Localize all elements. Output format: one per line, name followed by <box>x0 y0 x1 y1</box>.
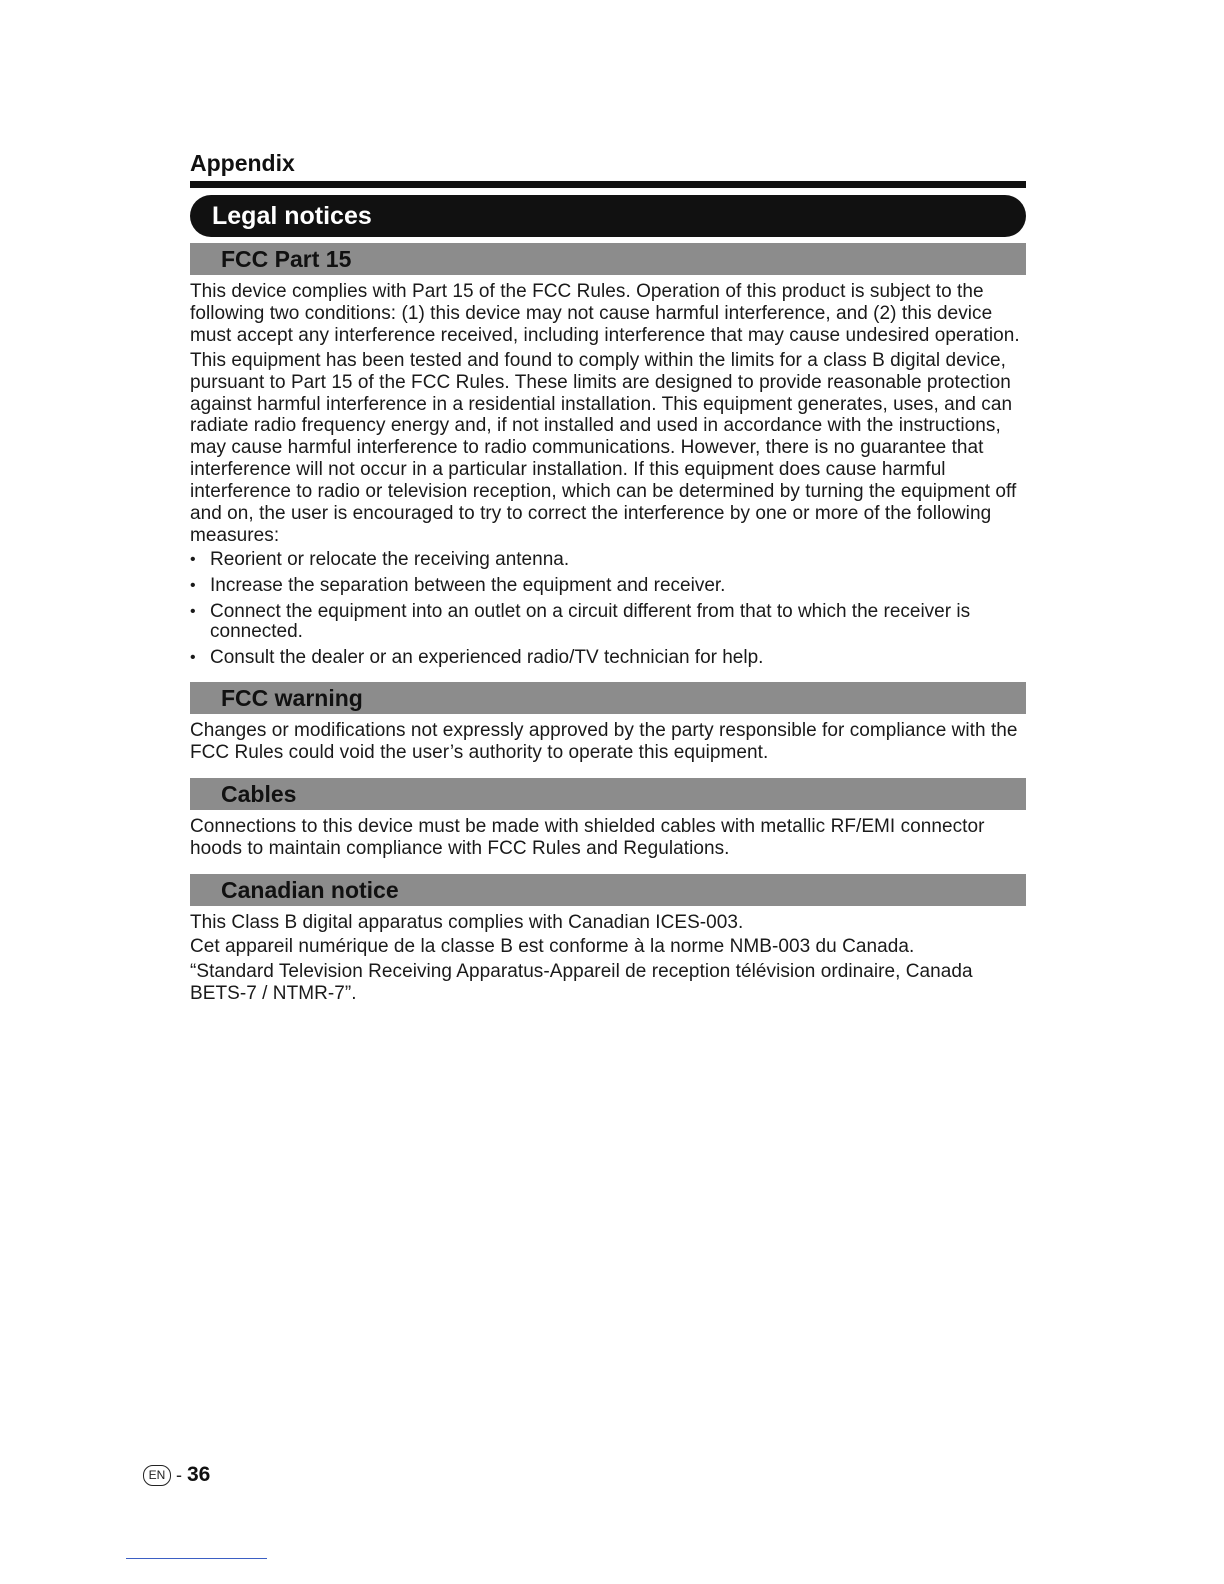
list-item-text: Reorient or relocate the receiving antenna. <box>210 548 570 570</box>
list-item-text: Increase the separation between the equipment and receiver. <box>210 574 726 596</box>
fcc-warning-heading: FCC warning <box>190 682 1026 714</box>
list-item-text: Consult the dealer or an experienced radio/TV technician for help. <box>210 646 764 668</box>
fcc-part15-heading: FCC Part 15 <box>190 243 1026 275</box>
fcc-part15-paragraph-2: This equipment has been tested and found to comply within the limits for a class B digital device, pursuant to Part 15 of the FCC Rules. These limits are designed to provide reasonable protection against harmful interference in a residential installation. This equipment generates, uses, and can radiate radio frequency energy and, if not installed and used in accordance with the instructions, may cause harmful interference to radio communications. However, there is no guarantee that interference will not occur in a particular installation. If this equipment does cause harmful interference to radio or television reception, which can be determined by turning the equipment off and on, the user is encouraged to try to correct the interference by one or more of the following measures: <box>190 349 1017 546</box>
bullet-icon: • <box>190 550 196 568</box>
fcc-warning-body <box>190 720 1026 764</box>
list-item <box>190 550 1026 570</box>
cables-paragraph: Connections to this device must be made with shielded cables with metallic RF/EMI connector hoods to maintain compliance with FCC Rules and Regulations. <box>190 815 985 859</box>
bullet-icon: • <box>190 648 196 666</box>
canadian-notice-line-2: Cet appareil numérique de la classe B est conforme à la norme NMB-003 du Canada. <box>190 936 915 958</box>
bottom-divider <box>126 1558 267 1559</box>
canadian-notice-line-1: This Class B digital apparatus complies with Canadian ICES-003. <box>190 911 744 933</box>
fcc-part15-body <box>190 281 1026 668</box>
page-number: 36 <box>187 1463 211 1486</box>
section-title: Legal notices <box>190 195 1026 237</box>
page-footer <box>143 1462 210 1488</box>
list-item <box>190 576 1026 596</box>
canadian-notice-body <box>190 912 1026 1006</box>
cables-body <box>190 816 1026 860</box>
bullet-icon: • <box>190 602 196 620</box>
list-item-text: Connect the equipment into an outlet on a circuit different from that to which the receiver is connected. <box>210 600 971 642</box>
chapter-rule <box>190 181 1026 188</box>
fcc-measures-list <box>190 550 1026 668</box>
bullet-icon: • <box>190 576 196 594</box>
page-content <box>190 148 1026 1005</box>
language-badge-icon: EN <box>143 1465 171 1486</box>
canadian-notice-heading: Canadian notice <box>190 874 1026 906</box>
canadian-notice-line-3: “Standard Television Receiving Apparatus-Appareil de reception télévision ordinaire, Canada BETS-7 / NTMR-7”. <box>190 961 973 1005</box>
fcc-part15-paragraph-1: This device complies with Part 15 of the FCC Rules. Operation of this product is subject to the following two conditions: (1) this device may not cause harmful interference, and (2) this device must accept any interference received, including interference that may cause undesired operation. <box>190 281 1020 346</box>
fcc-warning-paragraph: Changes or modifications not expressly approved by the party responsible for compliance with the FCC Rules could void the user’s authority to operate this equipment. <box>190 719 1018 763</box>
footer-separator: - <box>176 1464 182 1485</box>
list-item <box>190 602 1026 642</box>
cables-heading: Cables <box>190 778 1026 810</box>
list-item <box>190 648 1026 668</box>
chapter-title: Appendix <box>190 150 295 176</box>
